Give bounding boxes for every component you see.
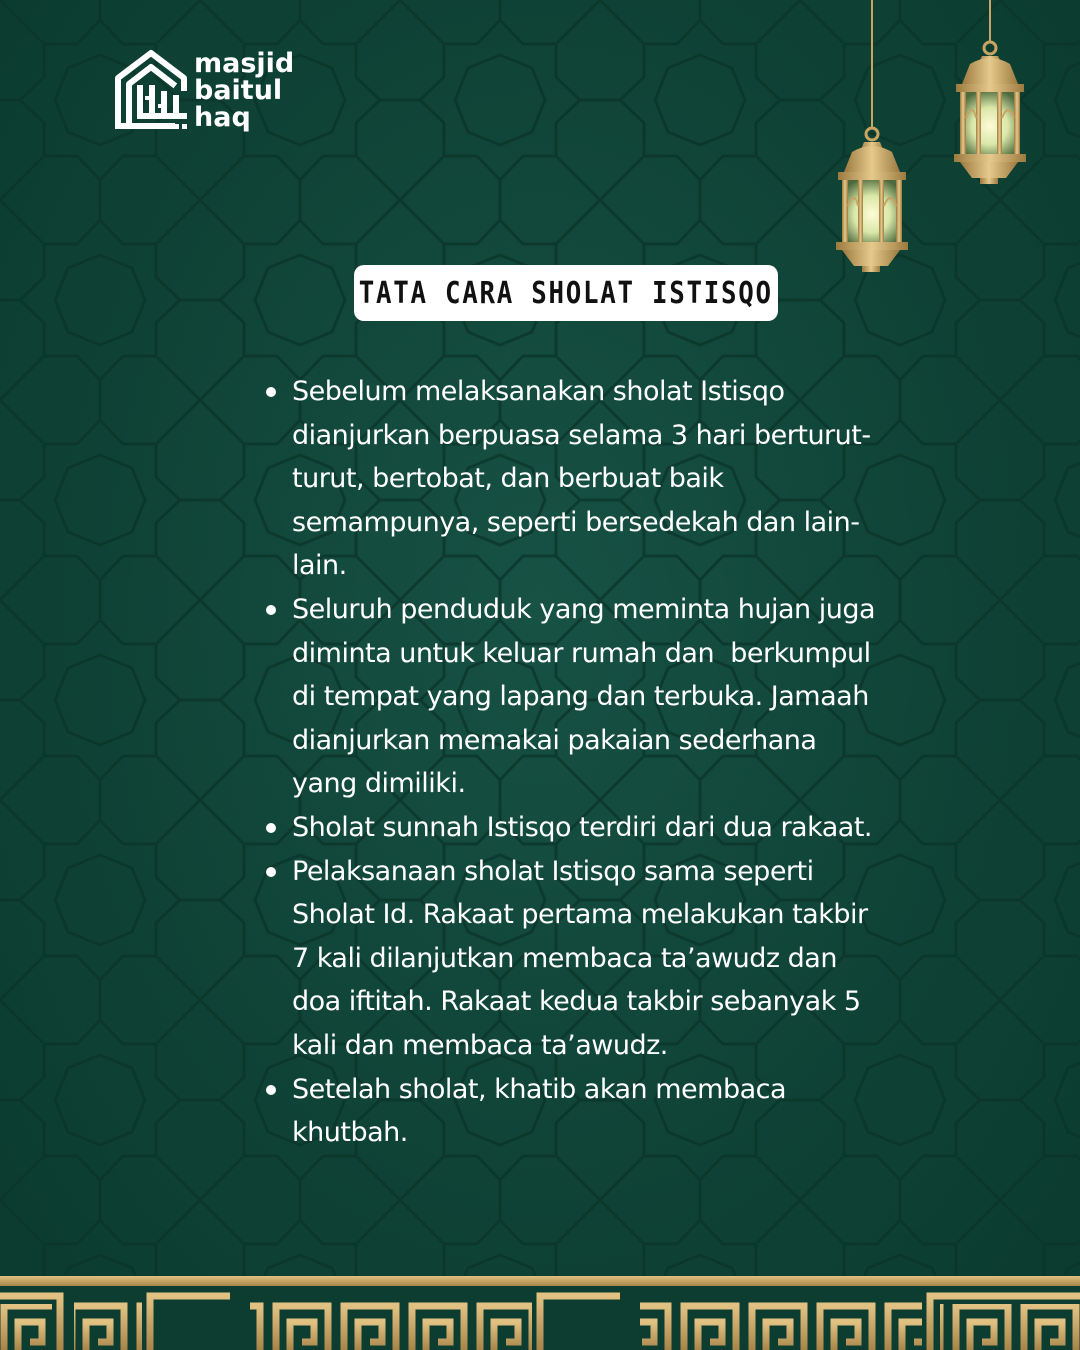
logo-line-1: masjid bbox=[194, 48, 295, 79]
logo-line-3: haq bbox=[194, 102, 251, 133]
list-line: yang dimiliki. bbox=[292, 768, 466, 800]
logo-line-2: baitul bbox=[194, 75, 283, 106]
bullet-dot-icon bbox=[266, 387, 276, 397]
title-badge bbox=[354, 265, 778, 321]
list-line: Seluruh penduduk yang meminta hujan juga bbox=[292, 593, 876, 625]
list-line: Sholat sunnah Istisqo terdiri dari dua rakaat. bbox=[292, 811, 873, 843]
list-item bbox=[262, 1068, 902, 1155]
lantern-icon bbox=[828, 0, 914, 276]
list-item bbox=[262, 850, 902, 1068]
masjid-logo bbox=[112, 46, 312, 138]
greek-key-border bbox=[0, 1276, 1080, 1350]
bullet-dot-icon bbox=[266, 823, 276, 833]
list-item bbox=[262, 588, 902, 806]
list-line: lain. bbox=[292, 550, 347, 582]
bullet-dot-icon bbox=[266, 605, 276, 615]
list-line: semampunya, seperti bersedekah dan lain- bbox=[292, 506, 860, 538]
list-item bbox=[262, 806, 902, 850]
list-line: dianjurkan berpuasa selama 3 hari berturut- bbox=[292, 419, 871, 451]
lantern-icon bbox=[946, 0, 1032, 190]
list-line: turut, bertobat, dan berbuat baik bbox=[292, 463, 724, 495]
list-line: diminta untuk keluar rumah dan berkumpul bbox=[292, 637, 871, 669]
list-line: Sebelum melaksanakan sholat Istisqo bbox=[292, 376, 785, 407]
list-line: doa iftitah. Rakaat kedua takbir sebanyak 5 bbox=[292, 986, 861, 1018]
list-line: kali dan membaca ta’awudz. bbox=[292, 1029, 668, 1061]
list-line: dianjurkan memakai pakaian sederhana bbox=[292, 724, 817, 756]
list-line: Setelah sholat, khatib akan membaca bbox=[292, 1073, 787, 1105]
list-item bbox=[262, 370, 902, 588]
list-line: khutbah. bbox=[292, 1117, 408, 1149]
list-line: Pelaksanaan sholat Istisqo sama seperti bbox=[292, 855, 814, 887]
bullet-dot-icon bbox=[266, 1085, 276, 1095]
instructions-list bbox=[262, 370, 902, 1155]
bullet-dot-icon bbox=[266, 867, 276, 877]
page-title: TATA CARA SHOLAT ISTISQO bbox=[358, 275, 774, 311]
mosque-logo-icon bbox=[112, 48, 190, 134]
list-line: 7 kali dilanjutkan membaca ta’awudz dan bbox=[292, 942, 837, 974]
list-line: di tempat yang lapang dan terbuka. Jamaah bbox=[292, 681, 869, 713]
list-line: Sholat Id. Rakaat pertama melakukan takbir bbox=[292, 899, 868, 931]
logo-wordmark bbox=[194, 50, 294, 131]
